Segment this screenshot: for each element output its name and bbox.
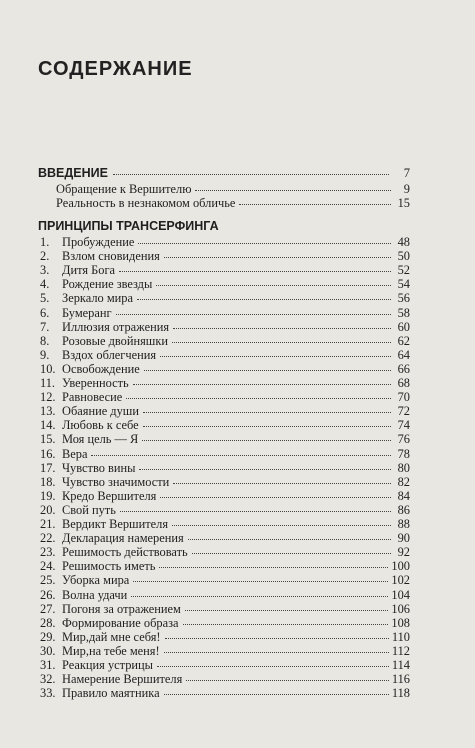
toc-item [40,490,410,503]
toc-item-page: 110 [391,629,410,644]
toc-item-number: 27. [40,601,56,616]
toc-item [40,476,410,489]
principles-heading: ПРИНЦИПЫ ТРАНСЕРФИНГА [38,219,219,233]
toc-item-title: Вздох облегчения [62,347,157,362]
toc-item [40,631,410,644]
dot-leader [120,510,391,512]
intro-heading-row [38,166,410,181]
toc-item-page: 80 [397,460,410,475]
dot-leader [172,341,391,343]
toc-item-title: Любовь к себе [62,418,139,433]
toc-item-page: 60 [397,319,410,334]
toc-item-title: Дитя Бога [62,263,116,278]
toc-item-title: Рождение звезды [62,277,153,292]
toc-item [40,349,410,362]
toc-item-number: 28. [40,615,56,630]
toc-item-title: Бумеранг [62,305,112,320]
toc-item [40,589,410,602]
toc-item-title: Реакция устрицы [62,658,153,672]
toc-item-title: Уборка мира [62,573,130,588]
toc-item [40,264,410,277]
toc-item-number: 23. [40,545,56,560]
toc-item-number: 16. [40,446,56,461]
dot-leader [116,313,391,315]
toc-item-page: 90 [397,531,410,546]
toc-item-page: 114 [391,658,410,672]
toc-item-number: 3. [40,263,50,278]
toc-item [40,433,410,446]
toc-item-page: 82 [397,474,410,489]
toc-item [40,659,410,672]
toc-item-page: 104 [391,587,410,602]
toc-item-number: 20. [40,502,56,517]
toc-item-number: 32. [40,672,56,687]
toc-item-number: 13. [40,404,56,419]
dot-leader [113,173,389,175]
toc-item-title: Обаяние души [62,404,139,419]
toc-item [40,321,410,334]
dot-leader [195,189,391,191]
toc-item-title: Кредо Вершителя [62,488,157,503]
toc-item-title: Декларация намерения [62,531,184,546]
toc-item-page: 56 [397,291,410,306]
toc-item-number: 22. [40,531,56,546]
toc-item-page: 50 [397,249,410,264]
dot-leader [157,665,389,667]
dot-leader [164,651,389,653]
toc-item-title: Погоня за отражением [62,601,181,616]
toc-item [40,518,410,531]
dot-leader [186,679,389,681]
toc-item-title: Чувство значимости [62,474,170,489]
dot-leader [164,693,389,695]
toc-item-number: 30. [40,643,56,658]
toc-item [40,250,410,263]
toc-item-page: 84 [397,488,410,503]
toc-item [40,419,410,432]
toc-item-number: 17. [40,460,56,475]
toc-item-number: 14. [40,418,56,433]
toc-item-page: 48 [397,235,410,249]
toc-item-title: Вера [62,446,88,461]
dot-leader [139,468,391,470]
toc-item-title: Розовые двойняшки [62,333,168,348]
toc-item-page: 15 [397,196,410,210]
dot-leader [138,242,391,244]
dot-leader [144,369,391,371]
dot-leader [119,270,391,272]
toc-item-number: 4. [40,277,50,292]
dot-leader [91,454,391,456]
toc-item-title: Уверенность [62,376,129,390]
toc-item-page: 118 [391,686,410,701]
intro-heading: ВВЕДЕНИЕ [38,166,108,180]
toc-item [40,603,410,616]
toc-item-page: 66 [397,361,410,376]
toc-item-page: 52 [397,263,410,278]
toc-item-page: 112 [391,643,410,658]
dot-leader [165,637,389,639]
toc-item-page: 102 [391,573,410,588]
toc-item-title: Моя цель — Я [62,432,139,447]
intro-item [56,183,410,196]
intro-page: 7 [403,166,410,180]
toc-item-title: Зеркало мира [62,291,133,306]
toc-item-page: 88 [397,517,410,531]
toc-item-number: 9. [40,347,50,362]
toc-item [40,377,410,390]
toc-item-title: Правило маятника [62,686,160,701]
toc-item [40,673,410,686]
toc-item [40,504,410,517]
toc-item-number: 19. [40,488,56,503]
dot-leader [143,411,391,413]
toc-item [40,645,410,658]
toc-item-number: 2. [40,249,50,264]
toc-item-page: 70 [397,390,410,405]
toc-item-number: 18. [40,474,56,489]
toc-item-number: 21. [40,517,56,531]
toc-item [40,462,410,475]
toc-item-number: 15. [40,432,56,447]
toc-item [40,448,410,461]
toc-item-page: 72 [397,404,410,419]
dot-leader [131,595,388,597]
toc-item [40,574,410,587]
toc-item-page: 106 [391,601,410,616]
toc-item-number: 26. [40,587,56,602]
toc-item-title: Равновесие [62,390,123,405]
toc-item-title: Обращение к Вершителю [56,182,192,196]
dot-leader [142,439,391,441]
toc-item-title: Решимость иметь [62,559,156,574]
toc-item-page: 68 [397,376,410,390]
toc-item-number: 6. [40,305,50,320]
toc-item-title: Пробуждение [62,235,135,249]
toc-item-title: Намерение Вершителя [62,672,183,687]
dot-leader [185,609,389,611]
toc-item-page: 92 [397,545,410,560]
dot-leader [137,298,391,300]
toc-item-page: 100 [391,559,410,574]
toc-item-title: Реальность в незнакомом обличье [56,196,236,210]
toc-item-number: 33. [40,686,56,701]
toc-item-page: 58 [397,305,410,320]
toc-item-number: 1. [40,235,50,249]
toc-item [40,236,410,249]
toc-item-number: 31. [40,658,56,672]
dot-leader [183,623,389,625]
toc-item-number: 24. [40,559,56,574]
toc-item-number: 25. [40,573,56,588]
toc-item [40,617,410,630]
dot-leader [143,425,391,427]
toc-item [40,363,410,376]
dot-leader [188,538,391,540]
toc-item-number: 11. [40,376,56,390]
toc-item [40,391,410,404]
dot-leader [173,327,391,329]
toc-item [40,307,410,320]
toc-item-number: 7. [40,319,50,334]
toc-item-title: Взлом сновидения [62,249,160,264]
toc-item-page: 74 [397,418,410,433]
toc-item-title: Чувство вины [62,460,136,475]
toc-item [40,278,410,291]
toc-item-page: 78 [397,446,410,461]
toc-item-number: 10. [40,361,56,376]
toc-item-number: 5. [40,291,50,306]
intro-item [56,197,410,210]
toc-item [40,292,410,305]
toc-item-page: 9 [403,182,410,196]
toc-item-title: Мир,дай мне себя! [62,629,161,644]
page-title: СОДЕРЖАНИЕ [38,58,193,80]
toc-item-title: Волна удачи [62,587,128,602]
toc-item-title: Мир,на тебе меня! [62,643,160,658]
toc-item-number: 8. [40,333,50,348]
toc-item-page: 116 [391,672,410,687]
toc-item [40,560,410,573]
dot-leader [172,524,391,526]
toc-item-title: Свой путь [62,502,116,517]
toc-item-number: 12. [40,390,56,405]
toc-item [40,335,410,348]
toc-item [40,532,410,545]
toc-item-title: Вердикт Вершителя [62,517,169,531]
dot-leader [173,482,391,484]
toc-item-page: 76 [397,432,410,447]
toc-item-title: Освобождение [62,361,140,376]
dot-leader [239,203,391,205]
dot-leader [133,383,391,385]
dot-leader [164,256,391,258]
dot-leader [126,397,391,399]
toc-item [40,546,410,559]
toc-item [40,687,410,700]
toc-item-page: 54 [397,277,410,292]
toc-item-page: 86 [397,502,410,517]
toc-item-page: 108 [391,615,410,630]
dot-leader [159,566,388,568]
toc-item-page: 64 [397,347,410,362]
dot-leader [156,284,391,286]
dot-leader [160,496,391,498]
dot-leader [133,580,388,582]
toc-item-title: Решимость действовать [62,545,188,560]
toc-item-number: 29. [40,629,56,644]
toc-item-page: 62 [397,333,410,348]
dot-leader [192,552,391,554]
toc-item [40,405,410,418]
toc-item-title: Формирование образа [62,615,179,630]
dot-leader [160,355,391,357]
toc-item-title: Иллюзия отражения [62,319,170,334]
